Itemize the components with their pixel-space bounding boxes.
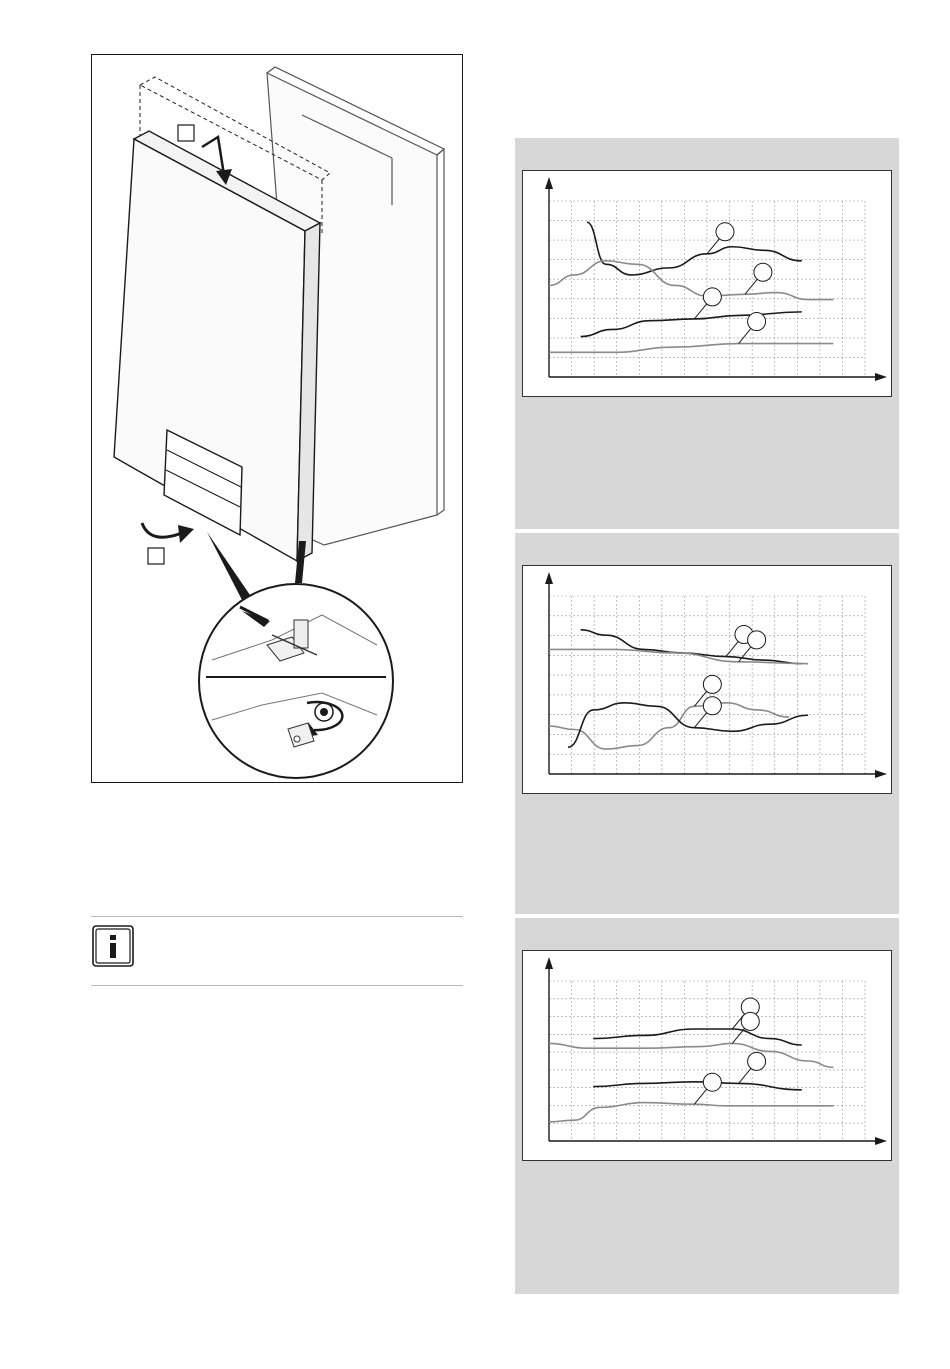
chart-panel-1 [515, 138, 899, 529]
boiler-illustration [92, 55, 464, 784]
y-axis-arrow-icon [545, 572, 553, 584]
callout-circle-4 [703, 697, 721, 715]
series-line-2 [549, 1043, 833, 1067]
info-rule-bottom [91, 985, 463, 986]
chart-plot-3 [522, 950, 892, 1161]
series-line-3 [593, 1082, 802, 1090]
callout-circle-1 [716, 223, 734, 241]
tilt-arrow-icon [142, 523, 194, 543]
chart-panel-3 [515, 918, 899, 1294]
x-axis-arrow-icon [875, 770, 887, 778]
chart-plot-2 [522, 565, 892, 794]
magnifier-circle-icon [199, 584, 393, 778]
series-line-1 [581, 630, 802, 664]
series-line-4 [549, 344, 833, 353]
chart-plot-1 [522, 170, 892, 397]
callout-circle-3 [748, 1052, 766, 1070]
callout-circle-4 [748, 313, 766, 331]
callout-square-2 [148, 548, 164, 564]
callout-circle-2 [754, 263, 772, 281]
callout-circle-4 [703, 1073, 721, 1091]
info-rule-top [91, 916, 463, 917]
y-axis-arrow-icon [545, 957, 553, 969]
installation-figure [91, 54, 463, 783]
callout-circle-2 [748, 631, 766, 649]
chart-panel-2 [515, 533, 899, 914]
callout-circle-2 [741, 1012, 759, 1030]
series-line-4 [549, 1103, 833, 1122]
chart-svg-2 [523, 566, 893, 795]
series-line-2 [549, 261, 833, 300]
x-axis-arrow-icon [875, 1137, 887, 1145]
x-axis-arrow-icon [875, 373, 887, 381]
chart-svg-3 [523, 951, 893, 1162]
y-axis-arrow-icon [545, 177, 553, 189]
callout-square-1 [178, 125, 194, 141]
series-line-1 [593, 1029, 802, 1045]
info-icon [92, 925, 134, 967]
chart-svg-1 [523, 171, 893, 398]
callout-circle-3 [703, 675, 721, 693]
series-line-2 [549, 649, 808, 663]
callout-circle-3 [703, 288, 721, 306]
series-line-3 [581, 312, 802, 337]
